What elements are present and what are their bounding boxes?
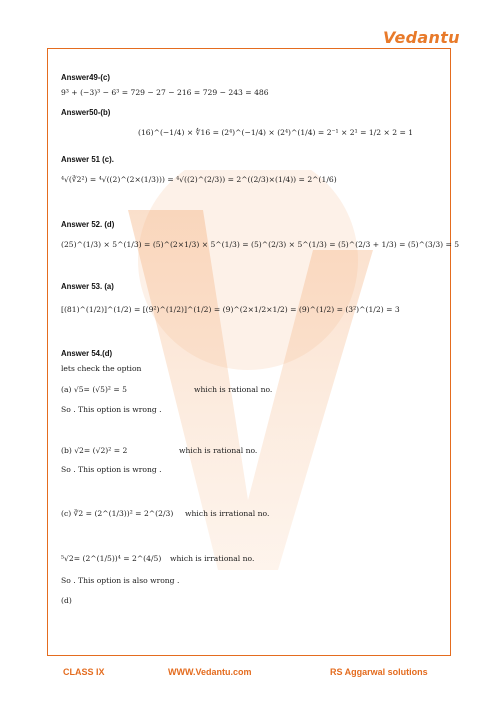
option-a-note: which is rational no. [194,385,273,394]
answer-51-equation: ⁴√(∛2²) = ⁴√((2)^(2×(1/3))) = ⁴√((2)^(2/3)) = 2^((2/3)×(1/4)) = 2^(1/6) [61,175,337,184]
answer-49-heading: Answer49-(c) [61,73,110,82]
option-a-verdict: So . This option is wrong . [61,405,162,414]
vedantu-logo: Vedantu [383,28,460,47]
answer-53-equation: [(81)^(1/2)]^(1/2) = [(9²)^(1/2)]^(1/2) = (9)^(2×1/2×1/2) = (9)^(1/2) = (3²)^(1/2) = 3 [61,305,400,314]
option-d-equation: ⁵√2= (2^(1/5))⁴ = 2^(4/5) [61,554,162,563]
footer-class: CLASS IX [63,667,105,677]
answer-51-heading: Answer 51 (c). [61,155,114,164]
option-b-verdict: So . This option is wrong . [61,465,162,474]
option-b-equation: (b) √2= (√2)² = 2 [61,446,128,455]
option-b-note: which is rational no. [179,446,258,455]
final-answer: (d) [61,596,72,605]
option-c-equation: (c) ∛2 = (2^(1/3))² = 2^(2/3) [61,509,174,518]
option-d-note: which is irrational no. [170,554,255,563]
vedantu-watermark-logo [108,170,388,590]
answer-52-equation: (25)^(1/3) × 5^(1/3) = (5)^(2×1/3) × 5^(1/3) = (5)^(2/3) × 5^(1/3) = (5)^(2/3 + 1/3) = (5)^(3/3) = 5 [61,240,460,249]
footer-website: WWW.Vedantu.com [168,667,252,677]
footer-title: RS Aggarwal solutions [330,667,428,677]
option-c-note: which is irrational no. [185,509,270,518]
answer-52-heading: Answer 52. (d) [61,220,115,229]
answer-54-heading: Answer 54.(d) [61,349,113,358]
answer-53-heading: Answer 53. (a) [61,282,114,291]
answer-54-intro: lets check the option [61,364,142,373]
option-a-equation: (a) √5= (√5)² = 5 [61,385,127,394]
answer-50-heading: Answer50-(b) [61,108,111,117]
answer-50-equation: (16)^(−1/4) × ∜16 = (2⁴)^(−1/4) × (2⁴)^(1/4) = 2⁻¹ × 2¹ = 1/2 × 2 = 1 [138,128,414,137]
option-d-verdict: So . This option is also wrong . [61,576,180,585]
answer-49-equation: 9³ + (−3)³ − 6³ = 729 − 27 − 216 = 729 − 243 = 486 [61,88,269,97]
